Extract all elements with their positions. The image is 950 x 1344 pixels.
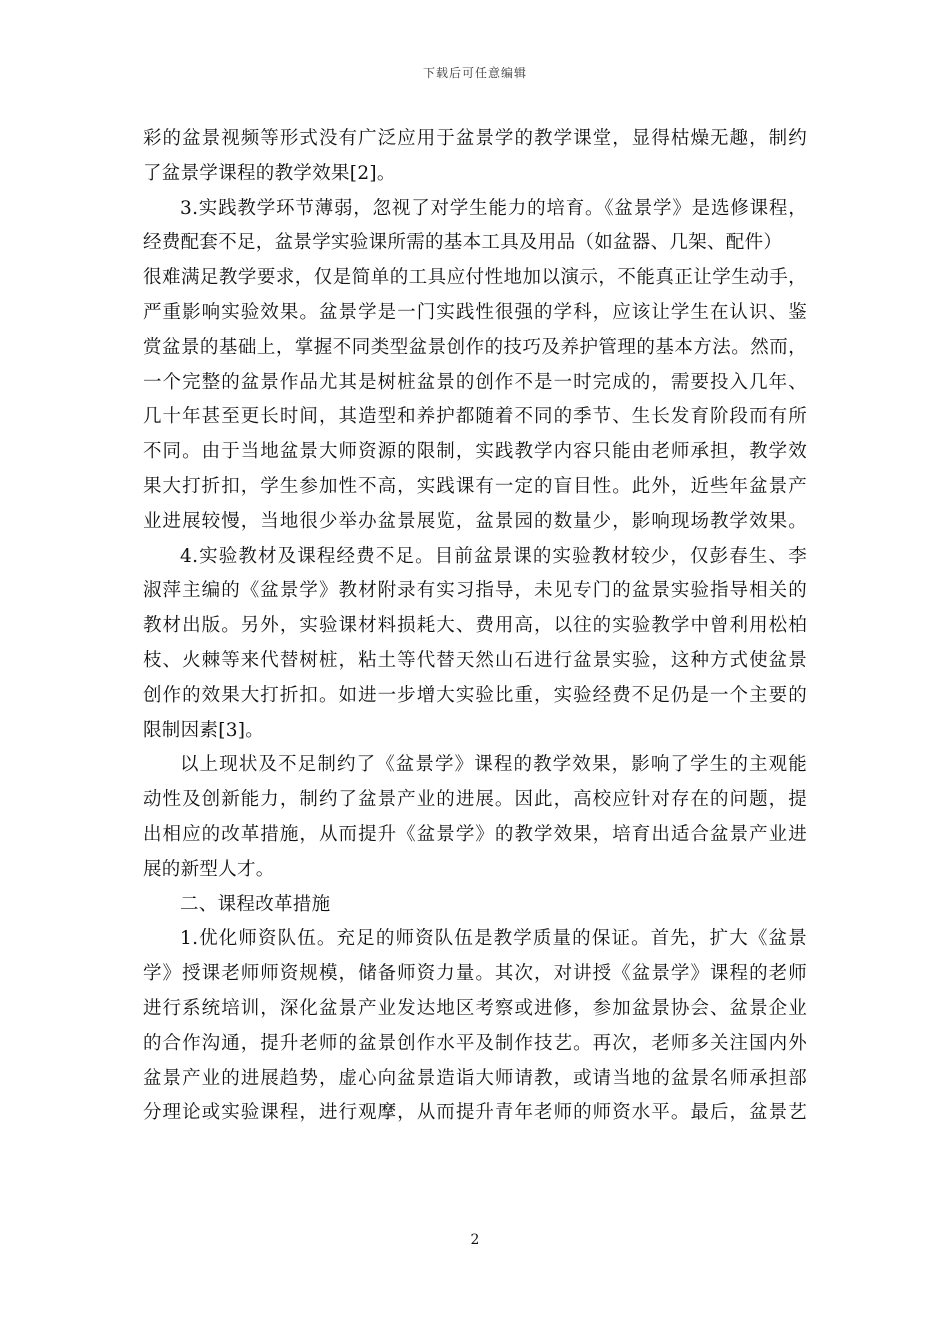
text-line: 创作的效果大打折扣。如进一步增大实验比重，实验经费不足仍是一个主要的 xyxy=(143,684,807,706)
text-line: 几十年甚至更长时间，其造型和养护都随着不同的季节、生长发育阶段而有所 xyxy=(143,406,807,428)
text-line: 了盆景学课程的教学效果[2]。 xyxy=(143,162,396,184)
text-line: 枝、火棘等来代替树桩，粘土等代替天然山石进行盆景实验，这种方式使盆景 xyxy=(143,649,807,671)
text-line: 果大打折扣，学生参加性不高，实践课有一定的盲目性。此外，近些年盆景产 xyxy=(143,475,807,497)
text-line: 严重影响实验效果。盆景学是一门实践性很强的学科，应该让学生在认识、鉴 xyxy=(143,301,807,323)
text-line: 淑萍主编的《盆景学》教材附录有实习指导，未见专门的盆景实验指导相关的 xyxy=(143,580,807,602)
text-line: 动性及创新能力，制约了盆景产业的进展。因此，高校应针对存在的问题，提 xyxy=(143,789,807,811)
text-line: 业进展较慢，当地很少举办盆景展览，盆景园的数量少，影响现场教学效果。 xyxy=(143,510,807,532)
text-line: 教材出版。另外，实验课材料损耗大、费用高，以往的实验教学中曾利用松柏 xyxy=(143,615,807,637)
text-line: 学》授课老师师资规模，储备师资力量。其次，对讲授《盆景学》课程的老师 xyxy=(143,963,807,985)
body-text xyxy=(143,122,807,1131)
text-line: 一个完整的盆景作品尤其是树桩盆景的创作不是一时完成的，需要投入几年、 xyxy=(143,371,807,393)
text-line: 二、课程改革措施 xyxy=(180,893,331,915)
text-line: 分理论或实验课程，进行观摩，从而提升青年老师的师资水平。最后，盆景艺 xyxy=(143,1102,807,1124)
text-line: 不同。由于当地盆景大师资源的限制，实践教学内容只能由老师承担，教学效 xyxy=(143,441,807,463)
text-line: 进行系统培训，深化盆景产业发达地区考察或进修，参加盆景协会、盆景企业 xyxy=(143,997,807,1019)
text-line: 3.实践教学环节薄弱，忽视了对学生能力的培育。《盆景学》是选修课程， xyxy=(180,197,807,219)
text-line: 很难满足教学要求，仅是简单的工具应付性地加以演示，不能真正让学生动手， xyxy=(143,267,807,289)
text-line: 1.优化师资队伍。充足的师资队伍是教学质量的保证。首先，扩大《盆景 xyxy=(180,928,807,950)
text-line: 4.实验教材及课程经费不足。目前盆景课的实验教材较少，仅彭春生、李 xyxy=(180,545,807,567)
text-line: 盆景产业的进展趋势，虚心向盆景造诣大师请教，或请当地的盆景名师承担部 xyxy=(143,1067,807,1089)
text-line: 限制因素[3]。 xyxy=(143,719,265,741)
text-line: 出相应的改革措施，从而提升《盆景学》的教学效果，培育出适合盆景产业进 xyxy=(143,823,807,845)
text-line: 彩的盆景视频等形式没有广泛应用于盆景学的教学课堂，显得枯燥无趣，制约 xyxy=(143,128,807,149)
text-line: 以上现状及不足制约了《盆景学》课程的教学效果，影响了学生的主观能 xyxy=(180,754,807,776)
text-line: 的合作沟通，提升老师的盆景创作水平及制作技艺。再次，老师多关注国内外 xyxy=(143,1032,807,1054)
text-line: 赏盆景的基础上，掌握不同类型盆景创作的技巧及养护管理的基本方法。然而， xyxy=(143,336,807,358)
page-header: 下载后可任意编辑 xyxy=(422,66,527,80)
text-line: 经费配套不足，盆景学实验课所需的基本工具及用品（如盆器、几架、配件） xyxy=(143,232,783,254)
page-number: 2 xyxy=(470,1232,480,1248)
text-line: 展的新型人才。 xyxy=(143,858,275,880)
